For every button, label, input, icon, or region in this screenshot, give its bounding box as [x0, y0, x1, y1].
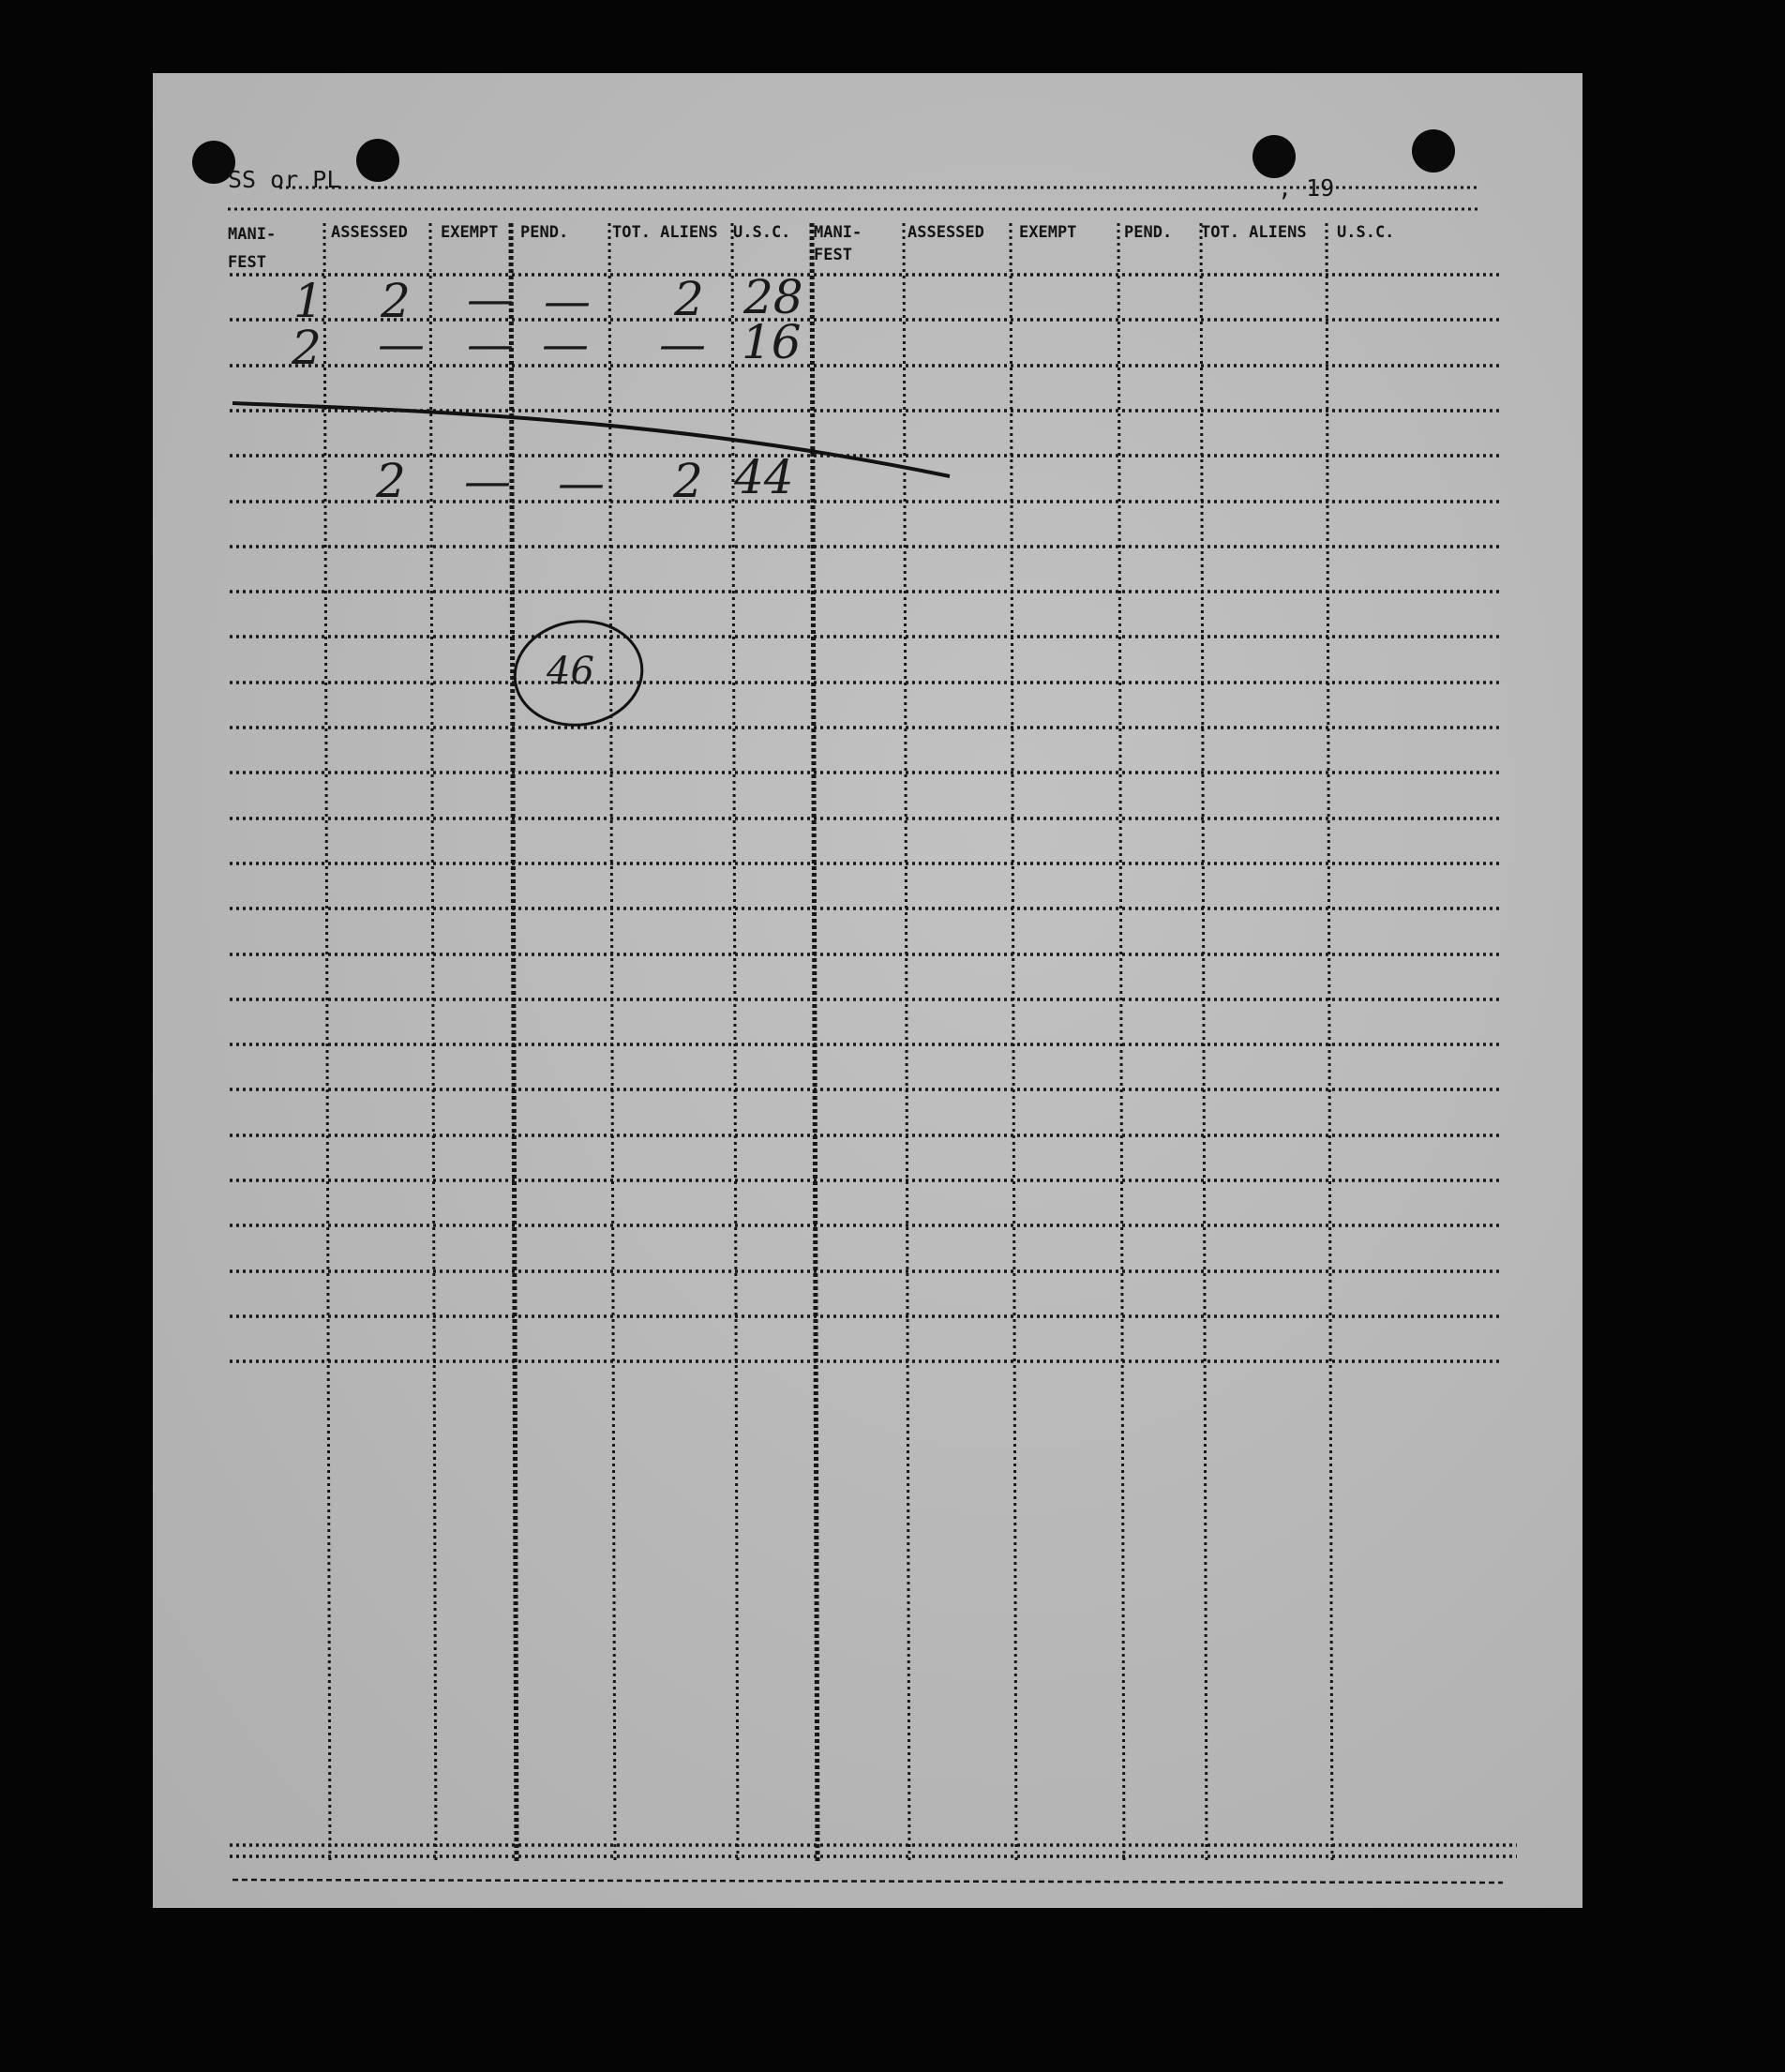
column-rule	[511, 223, 517, 1864]
form-sheet	[153, 73, 1582, 1908]
total-tot-aliens: 2	[673, 454, 703, 508]
header-pend-right: PEND.	[1124, 223, 1173, 242]
header-manifest-right-1: MANI-	[814, 223, 862, 242]
punch-hole-4	[1412, 129, 1455, 173]
total-assessed: 2	[376, 454, 406, 508]
header-manifest-left-1: MANI-	[228, 225, 277, 244]
header-assessed-right: ASSESSED	[908, 223, 984, 242]
form-grid	[153, 73, 1582, 1908]
row1-pend: —	[544, 274, 591, 328]
row2-tot-aliens: —	[659, 317, 706, 371]
header-usc-left: U.S.C.	[733, 223, 791, 242]
circled-grand-total: 46	[547, 650, 594, 693]
row2-exempt: —	[467, 317, 514, 371]
row1-manifest: 1	[293, 274, 323, 328]
total-exempt: —	[464, 454, 511, 508]
row1-assessed: 2	[381, 274, 411, 328]
header-tot-aliens-left: TOT. ALIENS	[612, 223, 718, 242]
header-manifest-right-2: FEST	[814, 246, 852, 264]
punch-hole-2	[356, 139, 399, 182]
header-tot-aliens-right: TOT. ALIENS	[1201, 223, 1307, 242]
row1-tot-aliens: 2	[674, 272, 704, 326]
row2-manifest: 2	[292, 321, 322, 375]
header-pend-left: PEND.	[520, 223, 569, 242]
column-rule	[609, 223, 615, 1864]
row1-usc: 28	[743, 270, 803, 324]
row2-usc: 16	[742, 315, 802, 369]
row2-pend: —	[542, 317, 589, 371]
header-exempt-right: EXEMPT	[1019, 223, 1077, 242]
header-manifest-left-2: FEST	[228, 253, 266, 272]
header-usc-right: U.S.C.	[1337, 223, 1395, 242]
year-prefix-label: , 19	[1278, 174, 1335, 202]
header-exempt-left: EXEMPT	[441, 223, 499, 242]
total-usc: 44	[734, 450, 794, 504]
ss-or-pl-label: SS or PL	[228, 166, 341, 193]
header-assessed-left: ASSESSED	[331, 223, 408, 242]
row1-exempt: —	[467, 272, 514, 326]
bottom-rule	[232, 1880, 1503, 1883]
punch-hole-3	[1252, 135, 1296, 178]
column-rule	[812, 223, 818, 1864]
row2-assessed: —	[378, 317, 425, 371]
total-pend: —	[558, 456, 605, 510]
